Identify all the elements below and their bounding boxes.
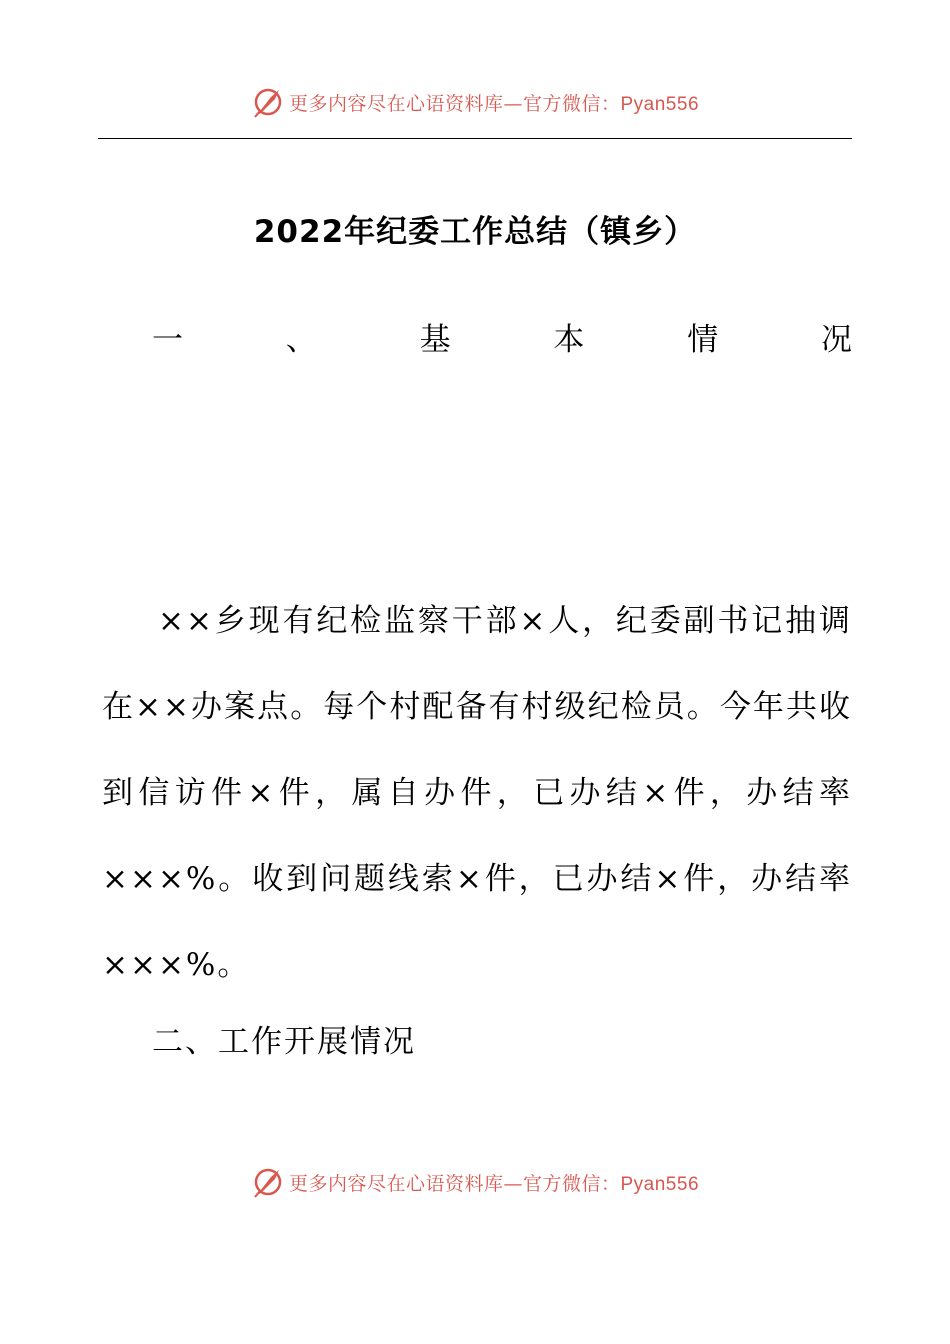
banner-handle: Pyan556 (620, 93, 700, 115)
banner-text: 更多内容尽在心语资料库—官方微信：Pyan556 (288, 92, 700, 115)
quill-pen-logo-icon (251, 85, 285, 119)
body-paragraph: ××乡现有纪检监察干部×人，纪委副书记抽调在××办案点。每个村配备有村级纪检员。今年共收到信访件×件，属自办件，已办结×件，办结率×××%。收到问题线索×件，已办结×件，办结率×××%。 (102, 603, 853, 983)
heading-char: 基 (419, 322, 451, 358)
footer-banner (0, 1162, 950, 1202)
heading-char: 一 (152, 322, 183, 358)
header-banner (0, 82, 950, 122)
heading-char: 况 (820, 322, 852, 358)
section-heading-work-progress: 二、工作开展情况 (152, 1024, 416, 1060)
banner-text: 更多内容尽在心语资料库—官方微信：Pyan556 (288, 1172, 700, 1195)
header-divider (98, 138, 852, 139)
heading-char: 情 (687, 322, 719, 358)
heading-char: 本 (553, 322, 585, 358)
heading-char: 、 (285, 322, 317, 358)
section-heading-basic-situation (152, 314, 852, 359)
banner-handle: Pyan556 (620, 1173, 700, 1195)
quill-pen-logo-icon (251, 1165, 285, 1199)
document-title: 2022年纪委工作总结（镇乡） (253, 214, 697, 250)
